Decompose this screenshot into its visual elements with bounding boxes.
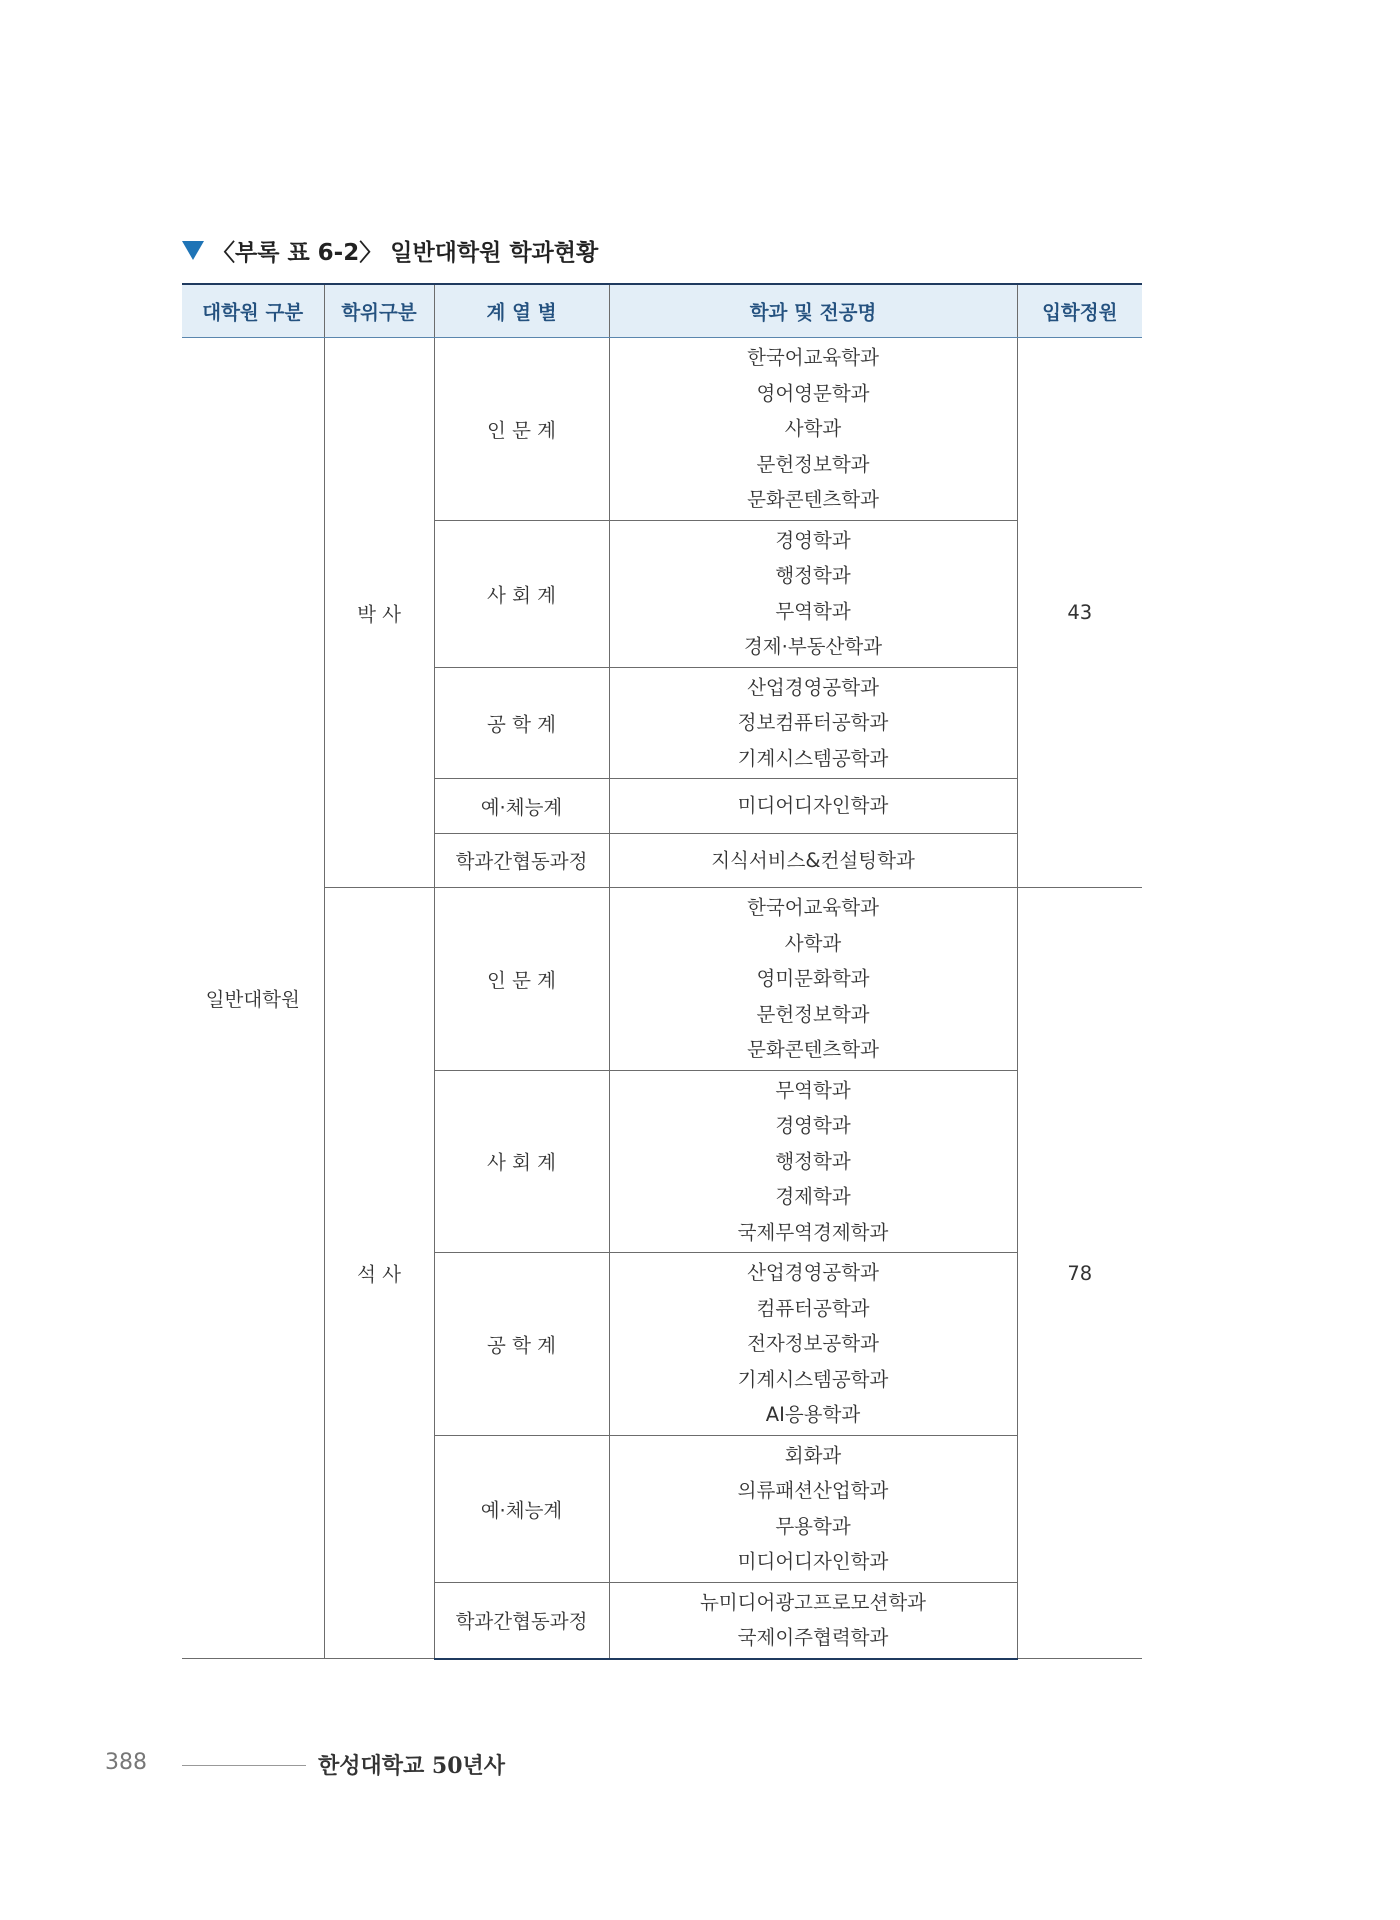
- major-item: 경영학과: [775, 528, 851, 552]
- major-item: 문헌정보학과: [756, 1002, 870, 1026]
- major-item: 미디어디자인학과: [737, 1550, 889, 1573]
- header-major: 학과 및 전공명: [609, 284, 1017, 338]
- major-item: 미디어디자인학과: [737, 794, 889, 817]
- table-title: [182, 232, 598, 268]
- major-item: 국제무역경제학과: [737, 1220, 889, 1244]
- major-item: 무역학과: [775, 599, 851, 623]
- department-table: [182, 283, 1142, 1660]
- major-item: 문헌정보학과: [756, 452, 870, 476]
- degree-cell: 석 사: [324, 888, 434, 1659]
- major-item: 지식서비스&컨설팅학과: [711, 848, 915, 872]
- field-cell: 인 문 계: [434, 888, 609, 1071]
- majors-cell: [609, 888, 1017, 1071]
- field-cell: 공 학 계: [434, 667, 609, 779]
- major-item: AI응용학과: [765, 1403, 861, 1426]
- major-item: 문화콘텐츠학과: [747, 1038, 879, 1061]
- majors-cell: [609, 1253, 1017, 1436]
- major-item: 무역학과: [775, 1078, 851, 1102]
- majors-cell: [609, 1070, 1017, 1253]
- major-item: 행정학과: [775, 564, 851, 587]
- footer-divider: [182, 1765, 306, 1766]
- major-item: 국제이주협력학과: [737, 1626, 889, 1649]
- field-cell: 사 회 계: [434, 1070, 609, 1253]
- major-item: 행정학과: [775, 1149, 851, 1173]
- quota-cell: 43: [1017, 338, 1142, 888]
- major-item: 사학과: [784, 417, 842, 440]
- majors-cell: [609, 1435, 1017, 1582]
- school-cell: 일반대학원: [182, 338, 324, 1659]
- header-quota: 입학정원: [1017, 284, 1142, 338]
- major-item: 뉴미디어광고프로모션학과: [699, 1590, 927, 1614]
- field-cell: 예·체능계: [434, 1435, 609, 1582]
- book-title: 한성대학교 50년사: [318, 1753, 506, 1779]
- major-item: 기계시스템공학과: [737, 746, 889, 770]
- major-item: 경제학과: [775, 1185, 851, 1208]
- header-school: 대학원 구분: [182, 284, 324, 338]
- major-item: 한국어교육학과: [747, 346, 879, 369]
- table-title-text: 〈부록 표 6-2〉 일반대학원 학과현황: [212, 239, 599, 266]
- field-cell: 사 회 계: [434, 520, 609, 667]
- majors-cell: [609, 520, 1017, 667]
- field-cell: 예·체능계: [434, 779, 609, 834]
- field-cell: 학과간협동과정: [434, 833, 609, 888]
- major-item: 경영학과: [775, 1114, 851, 1137]
- major-item: 컴퓨터공학과: [756, 1296, 870, 1320]
- major-item: 무용학과: [775, 1514, 851, 1538]
- major-item: 한국어교육학과: [747, 896, 879, 919]
- major-item: 사학과: [784, 931, 842, 955]
- table-header-row: [182, 284, 1142, 338]
- major-item: 정보컴퓨터공학과: [737, 711, 889, 734]
- major-item: 영미문화학과: [756, 967, 870, 990]
- majors-cell: [609, 1582, 1017, 1659]
- field-cell: 학과간협동과정: [434, 1582, 609, 1659]
- majors-cell: [609, 779, 1017, 834]
- table-body: [182, 338, 1142, 1659]
- table-row: [182, 888, 1142, 1071]
- degree-cell: 박 사: [324, 338, 434, 888]
- field-cell: 인 문 계: [434, 338, 609, 521]
- header-degree: 학위구분: [324, 284, 434, 338]
- major-item: 산업경영공학과: [747, 675, 879, 699]
- major-item: 문화콘텐츠학과: [747, 488, 879, 511]
- major-item: 전자정보공학과: [747, 1332, 879, 1355]
- majors-cell: [609, 833, 1017, 888]
- triangle-marker-icon: [182, 241, 204, 260]
- header-field: 계 열 별: [434, 284, 609, 338]
- major-item: 영어영문학과: [756, 381, 870, 405]
- majors-cell: [609, 338, 1017, 521]
- majors-cell: [609, 667, 1017, 779]
- quota-cell: 78: [1017, 888, 1142, 1659]
- major-item: 산업경영공학과: [747, 1261, 879, 1284]
- field-cell: 공 학 계: [434, 1253, 609, 1436]
- major-item: 의류패션산업학과: [737, 1479, 889, 1502]
- major-item: 기계시스템공학과: [737, 1367, 889, 1391]
- major-item: 경제·부동산학과: [743, 635, 883, 658]
- table-row: [182, 338, 1142, 521]
- major-item: 회화과: [784, 1443, 842, 1467]
- page-number: 388: [105, 1750, 147, 1775]
